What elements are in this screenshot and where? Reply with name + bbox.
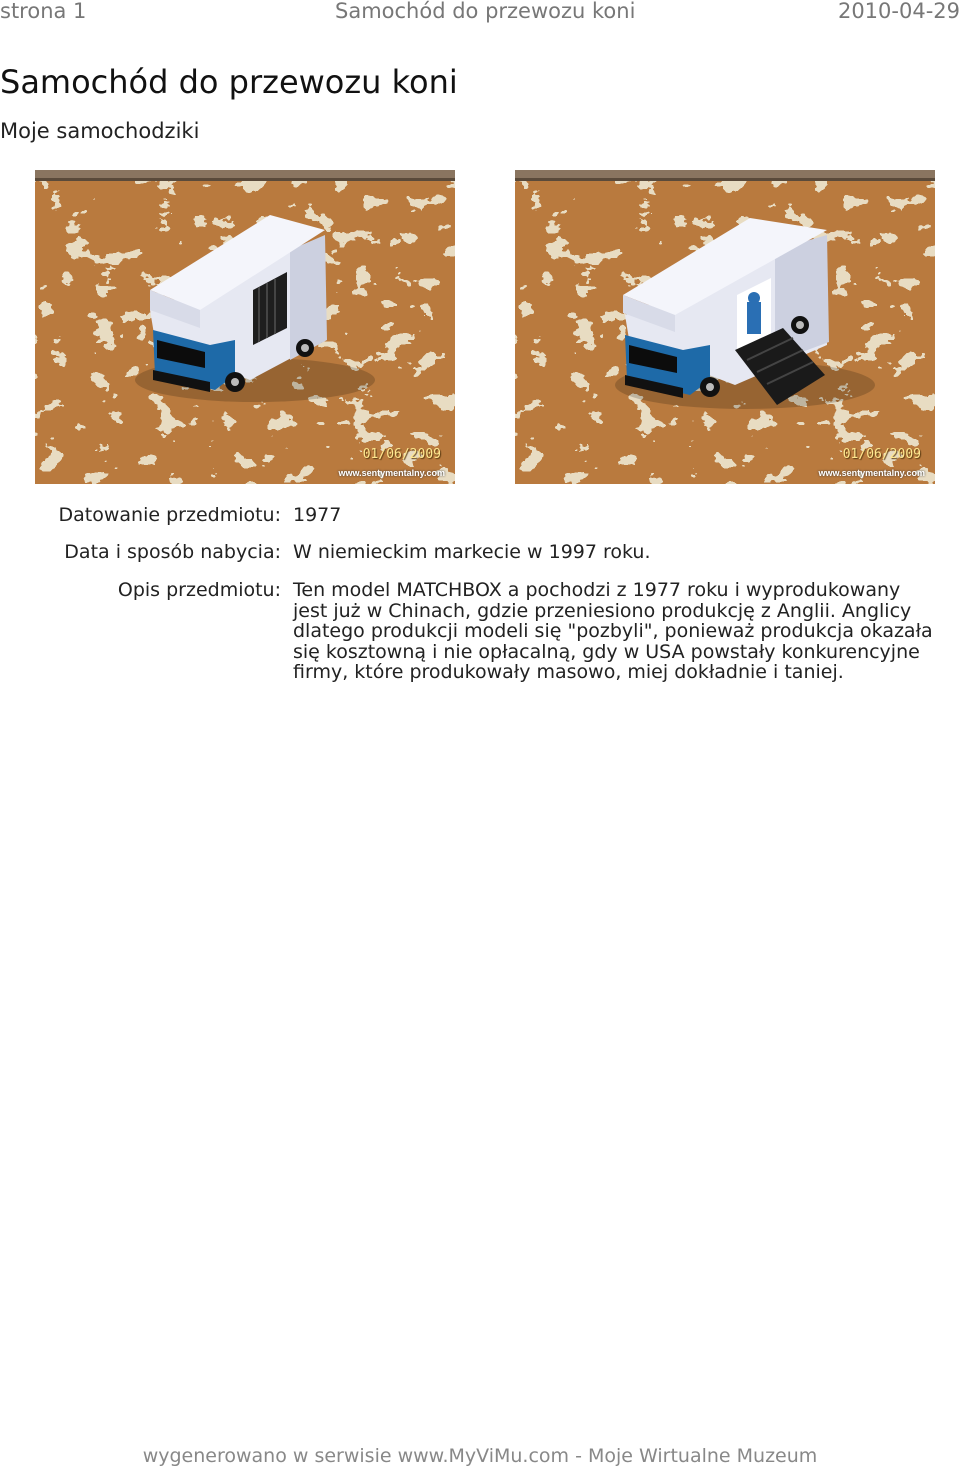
dating-value: 1977 [293,504,342,526]
acquisition-value: W niemieckim markecie w 1997 roku. [293,541,651,563]
photo-truck-closed[interactable] [35,170,455,484]
description-value: Ten model MATCHBOX a pochodzi z 1977 roku i wyprodukowany jest już w Chinach, gdzie przeniesiono produkcję z Anglii. Anglicy dlatego produkcji modeli się "pozbyli", ponieważ produkcja okazała się kosztowną i nie opłacalną, gdy w USA powstały konkurencyjne firmy, które produkowały masowo, miej dokładnie i taniej. [293,579,933,684]
photo-timestamp: 01/06/2009 [842,447,921,462]
header-title: Samochód do przewozu koni [335,0,636,23]
page-title: Samochód do przewozu koni [0,63,458,101]
photo-truck-ramp[interactable] [515,170,935,484]
description-label: Opis przedmiotu: [117,579,281,601]
acquisition-label: Data i sposób nabycia: [64,541,281,563]
dating-label: Datowanie przedmiotu: [58,504,281,526]
photo-timestamp: 01/06/2009 [362,447,441,462]
header-date: 2010-04-29 [837,0,960,23]
header-page-number: strona 1 [0,0,87,23]
footer-credit: wygenerowano w serwisie www.MyViMu.com - Moje Wirtualne Muzeum [142,1445,818,1467]
photo-watermark: www.sentymentalny.com [338,468,445,478]
collection-name: Moje samochodziki [0,119,200,143]
photo-watermark: www.sentymentalny.com [818,468,925,478]
